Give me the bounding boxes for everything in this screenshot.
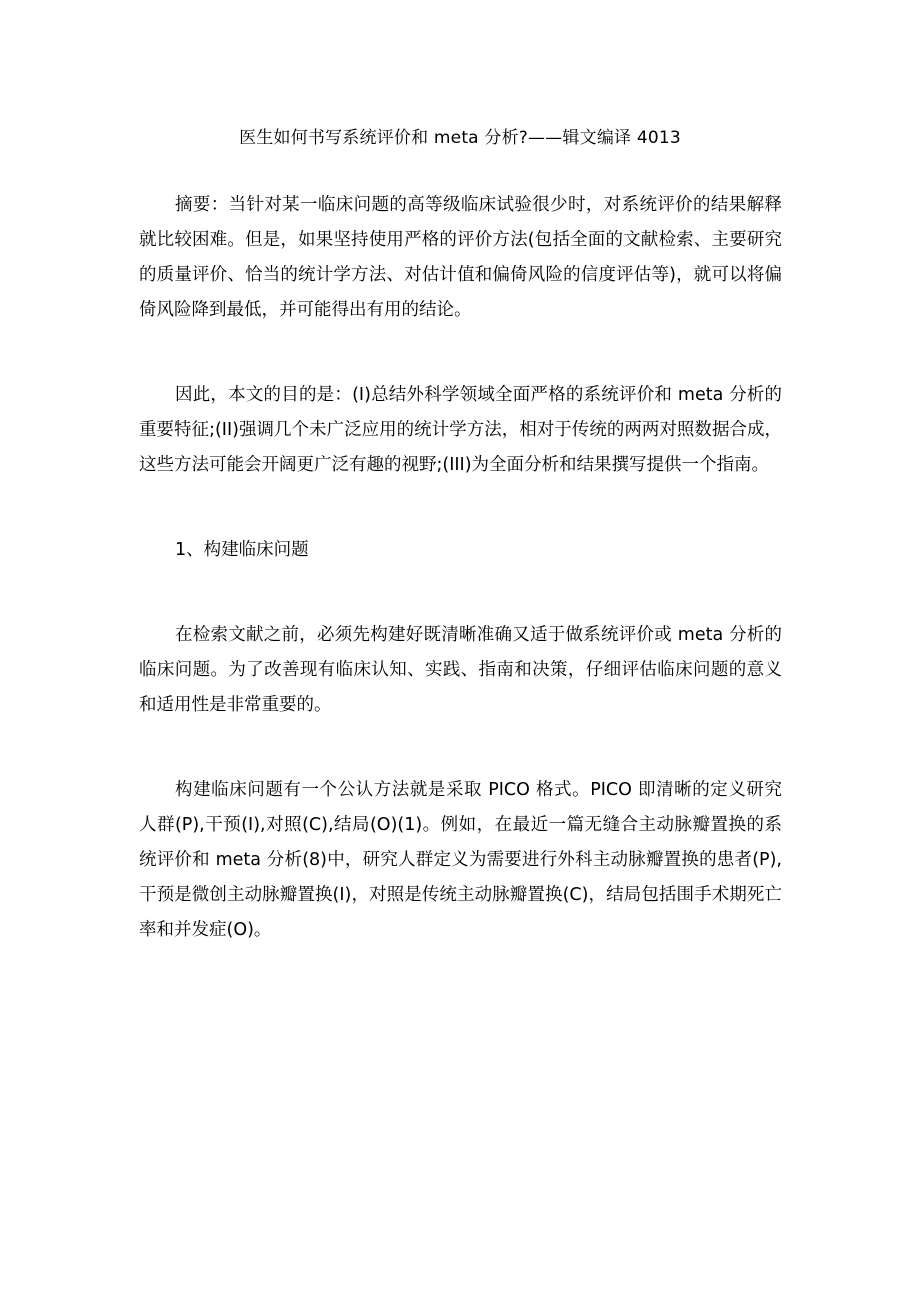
section-1-paragraph-2: 构建临床问题有一个公认方法就是采取 PICO 格式。PICO 即清晰的定义研究人群(P),干预(I),对照(C),结局(O)(1)。例如，在最近一篇无缝合主动脉瓣置换的系统评价和 meta 分析(8)中，研究人群定义为需要进行外科主动脉瓣置换的患者(P),干预是微创主动脉瓣置换(I)，对照是传统主动脉瓣置换(C)，结局包括围手术期死亡率和并发症(O)。 [139,780,782,940]
section-1-heading: 1、构建临床问题 [175,540,309,560]
document-body [139,188,782,998]
abstract-paragraph: 摘要：当针对某一临床问题的高等级临床试验很少时，对系统评价的结果解释就比较困难。但是，如果坚持使用严格的评价方法(包括全面的文献检索、主要研究的质量评价、恰当的统计学方法、对估计值和偏倚风险的信度评估等)，就可以将偏倚风险降到最低，并可能得出有用的结论。 [139,195,782,320]
document-title: 医生如何书写系统评价和 meta 分析?——辑文编译 4013 [239,128,681,148]
purpose-paragraph: 因此，本文的目的是：(I)总结外科学领域全面严格的系统评价和 meta 分析的重要特征;(II)强调几个未广泛应用的统计学方法，相对于传统的两两对照数据合成，这些方法可能会开阔更广泛有趣的视野;(III)为全面分析和结果撰写提供一个指南。 [139,385,782,475]
section-1-paragraph-1: 在检索文献之前，必须先构建好既清晰准确又适于做系统评价或 meta 分析的临床问题。为了改善现有临床认知、实践、指南和决策，仔细评估临床问题的意义和适用性是非常重要的。 [139,625,782,715]
